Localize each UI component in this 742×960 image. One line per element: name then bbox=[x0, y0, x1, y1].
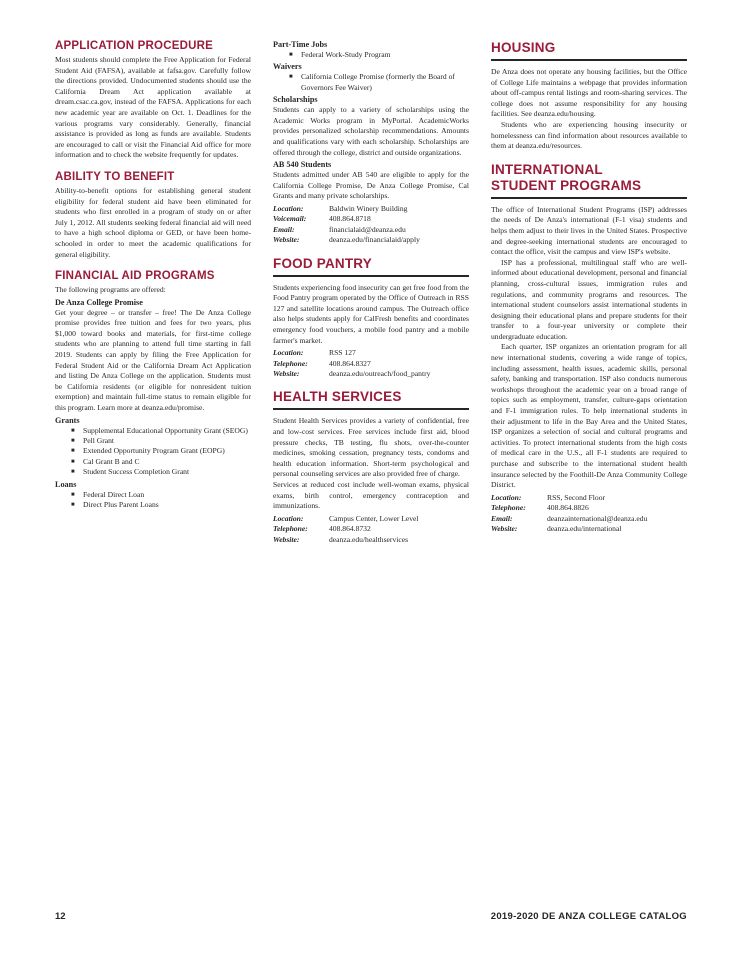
paragraph: Students admitted under AB 540 are eligible to apply for the California College Promise, De Anza College Promise, Cal Grants and many private scholarships. bbox=[273, 170, 469, 201]
list-item: ■ Federal Work-Study Program bbox=[301, 50, 469, 60]
contact-key: Location: bbox=[491, 492, 522, 502]
contact-value: RSS, Second Floor bbox=[547, 492, 606, 502]
waivers-list bbox=[273, 72, 469, 93]
contact-value: 408.864.8718 bbox=[329, 214, 371, 224]
section-heading: APPLICATION PROCEDURE bbox=[55, 40, 213, 52]
loans-list bbox=[55, 490, 251, 511]
contact-value: deanzainternational@deanza.edu bbox=[547, 513, 648, 523]
contact-row bbox=[273, 235, 469, 245]
contact-value: Baldwin Winery Building bbox=[329, 203, 408, 213]
contact-key: Voicemail: bbox=[273, 214, 307, 224]
section-heading: FOOD PANTRY bbox=[273, 256, 469, 277]
section-heading bbox=[491, 162, 687, 199]
health-contact bbox=[273, 514, 469, 545]
column-middle bbox=[273, 40, 469, 555]
contact-value: RSS 127 bbox=[329, 348, 356, 358]
column-left bbox=[55, 40, 251, 520]
contact-key: Website: bbox=[273, 534, 300, 544]
contact-key: Telephone: bbox=[273, 358, 308, 368]
section-heading: FINANCIAL AID PROGRAMS bbox=[55, 270, 215, 283]
paragraph: The following programs are offered: bbox=[55, 285, 166, 295]
contact-key: Website: bbox=[273, 368, 300, 378]
contact-value: 408.864.8826 bbox=[547, 503, 589, 513]
list-item: ■ Direct Plus Parent Loans bbox=[83, 500, 251, 510]
food-pantry-section bbox=[273, 256, 469, 380]
contact-value: deanza.edu/healthservices bbox=[329, 534, 409, 544]
parttime-list bbox=[273, 50, 469, 60]
list-item: ■ Supplemental Educational Opportunity Grant (SEOG) bbox=[83, 426, 251, 436]
paragraph: The office of International Student Programs (ISP) addresses the needs of De Anza's international (F-1 visa) students and helps them adjust to their lives in the United States. Prospective and degree-seeking international students are encouraged to contact the office, visit the campus and view ISP's website. bbox=[491, 204, 687, 257]
catalog-title: 2019-2020 DE ANZA COLLEGE CATALOG bbox=[490, 911, 687, 922]
subheading: De Anza College Promise bbox=[55, 297, 143, 307]
intl-contact bbox=[491, 493, 687, 535]
contact-row bbox=[273, 524, 469, 534]
paragraph: ISP has a professional, multilingual staff who are well-informed about educational development, personal and financial planning, cross-cultural issues, immigration rules and regulations, and community programs and resources. The international student counselors assist international students in designing their educational plans and prepare students for their transfer to a four-year university or complete their undergraduate education. bbox=[491, 257, 687, 341]
paragraph: Ability-to-benefit options for establishing general student eligibility for federal student aid have been eliminated for students who first enrolled in a program of study on or after July 1, 2012. All students seeking federal financial aid will need to have a high school diploma or GED, or have been home-schooled in order to meet the academic qualifications for general eligibility. bbox=[55, 185, 251, 259]
list-item: ■ Student Success Completion Grant bbox=[83, 467, 251, 477]
contact-value: 408.864.8732 bbox=[329, 524, 371, 534]
contact-value: deanza.edu/outreach/food_pantry bbox=[329, 368, 431, 378]
contact-row bbox=[273, 535, 469, 545]
housing-section bbox=[491, 40, 687, 152]
subheading: Waivers bbox=[273, 62, 302, 72]
contact-key: Telephone: bbox=[491, 503, 526, 513]
list-item: ■ Cal Grant B and C bbox=[83, 457, 251, 467]
contact-value: Campus Center, Lower Level bbox=[329, 513, 419, 523]
food-contact bbox=[273, 348, 469, 379]
heading-line: INTERNATIONAL bbox=[491, 161, 603, 177]
application-procedure-section bbox=[55, 40, 251, 161]
list-item: ■ Federal Direct Loan bbox=[83, 490, 251, 500]
paragraph: Students experiencing food insecurity can get free food from the Food Pantry program operated by the Office of Outreach in RSS 127 and satellite locations around campus. The Outreach office also helps students apply for CalFresh benefits and coordinates emergency food vouchers, a mobile food pantry and a mobile farmer's market. bbox=[273, 282, 469, 345]
paragraph: Student Health Services provides a variety of confidential, free and low-cost services. Free services include first aid, blood pressure checks, TB testing, flu shots, over-the-counter medicines, smoking cessation, pregnancy tests, condoms and health education information. Short-term psychological and personal counseling services are also provided free of charge. bbox=[273, 416, 469, 479]
contact-key: Telephone: bbox=[273, 524, 308, 534]
contact-row bbox=[491, 524, 687, 534]
ability-to-benefit-section bbox=[55, 171, 251, 260]
contact-key: Location: bbox=[273, 513, 304, 523]
contact-row bbox=[273, 214, 469, 224]
contact-key: Location: bbox=[273, 348, 304, 358]
grants-list bbox=[55, 426, 251, 478]
contact-value: financialaid@deanza.edu bbox=[329, 224, 406, 234]
contact-row bbox=[273, 369, 469, 379]
list-item: ■ Extended Opportunity Program Grant (EOPG) bbox=[83, 446, 251, 456]
section-heading: HEALTH SERVICES bbox=[273, 389, 469, 410]
paragraph: Each quarter, ISP organizes an orientation program for all new international students, covering a wide range of topics, including assessment, health issues, academic skills, personal safety, banking and transportation. ISP also conducts numerous workshops throughout the academic year on a broad range of topics such as employment, transfer, culture-gaps orientation and F-1 immigration rules. To help international students in their adjustment to life in the Bay Area and the United States, ISP organizes a selection of social and cultural programs and activities. To protect international students from the high costs of medical care in the U.S., all F-1 students are required to purchase and subscribe to the international student health insurance selected by the Foothill-De Anza Community College District. bbox=[491, 342, 687, 490]
contact-key: Location: bbox=[273, 203, 304, 213]
contact-row bbox=[491, 503, 687, 513]
contact-row bbox=[273, 204, 469, 214]
list-item: ■ Pell Grant bbox=[83, 436, 251, 446]
contact-row bbox=[491, 514, 687, 524]
paragraph: Services at reduced cost include well-woman exams, physical exams, birth control, emergency contraception and immunizations. bbox=[273, 479, 469, 511]
subheading: Grants bbox=[55, 415, 80, 425]
international-student-programs-section bbox=[491, 162, 687, 535]
section-heading: ABILITY TO BENEFIT bbox=[55, 170, 175, 183]
paragraph: De Anza does not operate any housing facilities, but the Office of College Life maintains a webpage that provides information about off-campus rental listings and room-sharing services. The college does not assume responsibility for any housing facilities. See deanza.edu/housing. bbox=[491, 67, 687, 119]
contact-row bbox=[491, 493, 687, 503]
subheading: AB 540 Students bbox=[273, 160, 332, 170]
subheading: Part-Time Jobs bbox=[273, 40, 328, 49]
ab540-contact bbox=[273, 204, 469, 246]
column-right bbox=[491, 40, 687, 544]
contact-value: 408.864.8327 bbox=[329, 358, 371, 368]
contact-value: deanza.edu/financialaid/apply bbox=[329, 235, 420, 245]
heading-line: STUDENT PROGRAMS bbox=[491, 177, 642, 193]
contact-row bbox=[273, 359, 469, 369]
paragraph: Most students should complete the Free Application for Federal Student Aid (FAFSA), available at fafsa.gov. Carefully follow the directions provided. Undocumented students should use the California Dream Act application available at dream.csac.ca.gov, instead of the FAFSA. Applications for each new academic year are available on Oct. 1. Deadlines for the various programs vary considerably. Generally, financial assistance is provided as long as funds are available. Students are encouraged to call or visit the Financial Aid office for more information and to check the website frequently for updates. bbox=[55, 55, 251, 160]
subheading: Loans bbox=[55, 479, 77, 489]
list-item: ■ California College Promise (formerly the Board of Governors Fee Waiver) bbox=[301, 72, 469, 93]
paragraph: Get your degree – or transfer – free! The De Anza College promise provides free tuition and fees for two years, plus $1,000 toward books and materials, for first-time college students who are planning to attend full time starting in fall 2019. Students can apply by filing the Free Application for Federal Student Aid or the California Dream Act Application and listing De Anza College on the application. Students must be California residents (or eligible for nonresident tuition exemption) and maintain full-time status to remain eligible for this program. Learn more at deanza.edu/promise. bbox=[55, 307, 251, 413]
section-heading: HOUSING bbox=[491, 40, 687, 61]
health-services-section bbox=[273, 389, 469, 545]
paragraph: Students can apply to a variety of scholarships using the Academic Works program in MyPortal. AcademicWorks provides personalized scholarship recommendations. Amounts and qualifications vary with each scholarship. Scholarships are offered through the college, district and outside organizations. bbox=[273, 105, 469, 157]
financial-aid-programs-section bbox=[55, 270, 251, 510]
contact-row bbox=[273, 348, 469, 358]
contact-key: Email: bbox=[491, 513, 513, 523]
contact-key: Website: bbox=[273, 235, 300, 245]
contact-value: deanza.edu/international bbox=[547, 524, 622, 533]
page-number: 12 bbox=[55, 911, 66, 922]
paragraph: Students who are experiencing housing insecurity or homelessness can find information about resources available to them at deanza.edu/resources. bbox=[491, 119, 687, 151]
subheading: Scholarships bbox=[273, 95, 318, 105]
contact-row bbox=[273, 514, 469, 524]
contact-row bbox=[273, 225, 469, 235]
contact-key: Website: bbox=[491, 524, 518, 533]
contact-key: Email: bbox=[273, 224, 295, 234]
